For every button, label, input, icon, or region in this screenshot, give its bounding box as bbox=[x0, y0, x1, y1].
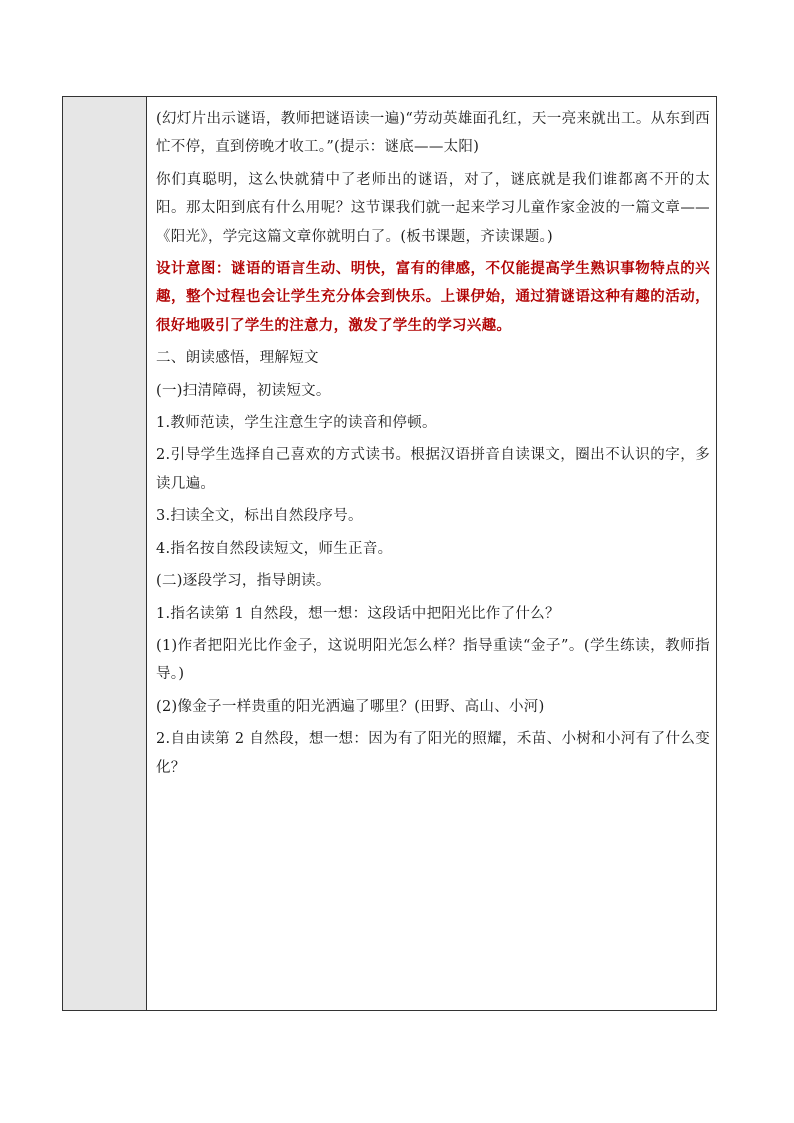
slide-riddle-paragraph: (幻灯片出示谜语，教师把谜语读一遍)“劳动英雄面孔红，天一亮来就出工。从东到西忙不停，直到傍晚才收工。”(提示：谜底——太阳) bbox=[156, 111, 710, 156]
table-content-cell bbox=[147, 97, 716, 1010]
list-item: 1.教师范读，学生注意生字的读音和停顿。 bbox=[156, 415, 437, 432]
subsection-heading: (二)逐段学习，指导朗读。 bbox=[156, 573, 331, 590]
list-item: 2.引导学生选择自己喜欢的方式读书。根据汉语拼音自读课文，圈出不认识的字，多读几遍。 bbox=[156, 447, 710, 492]
list-item: 4.指名按自然段读短文，师生正音。 bbox=[156, 540, 393, 557]
subsection-heading: (一)扫清障碍，初读短文。 bbox=[156, 382, 331, 399]
list-item: 2.自由读第 2 自然段，想一想：因为有了阳光的照耀，禾苗、小树和小河有了什么变化？ bbox=[156, 731, 710, 776]
list-item: (2)像金子一样贵重的阳光洒遍了哪里？(田野、高山、小河) bbox=[156, 698, 545, 715]
list-item: (1)作者把阳光比作金子，这说明阳光怎么样？指导重读“金子”。(学生练读，教师指导。) bbox=[156, 637, 710, 683]
list-item: 3.扫读全文，标出自然段序号。 bbox=[156, 508, 363, 525]
lesson-table bbox=[62, 96, 717, 1011]
table-label-cell bbox=[63, 97, 147, 1010]
list-item: 1.指名读第 1 自然段，想一想：这段话中把阳光比作了什么？ bbox=[156, 605, 560, 622]
design-intent-paragraph: 设计意图：谜语的语言生动、明快，富有的律感，不仅能提高学生熟识事物特点的兴趣，整个过程也会让学生充分体会到快乐。上课伊始，通过猜谜语这种有趣的活动，很好地吸引了学生的注意力，激发了学生的学习兴趣。 bbox=[156, 260, 710, 334]
riddle-answer-paragraph: 你们真聪明，这么快就猜中了老师出的谜语，对了，谜底就是我们谁都离不开的太阳。那太阳到底有什么用呢？这节课我们就一起来学习儿童作家金波的一篇文章——《阳光》，学完这篇文章你就明白了。(板书课题，齐读课题。) bbox=[156, 171, 710, 245]
section-heading: 二、朗读感悟，理解短文 bbox=[156, 350, 319, 367]
